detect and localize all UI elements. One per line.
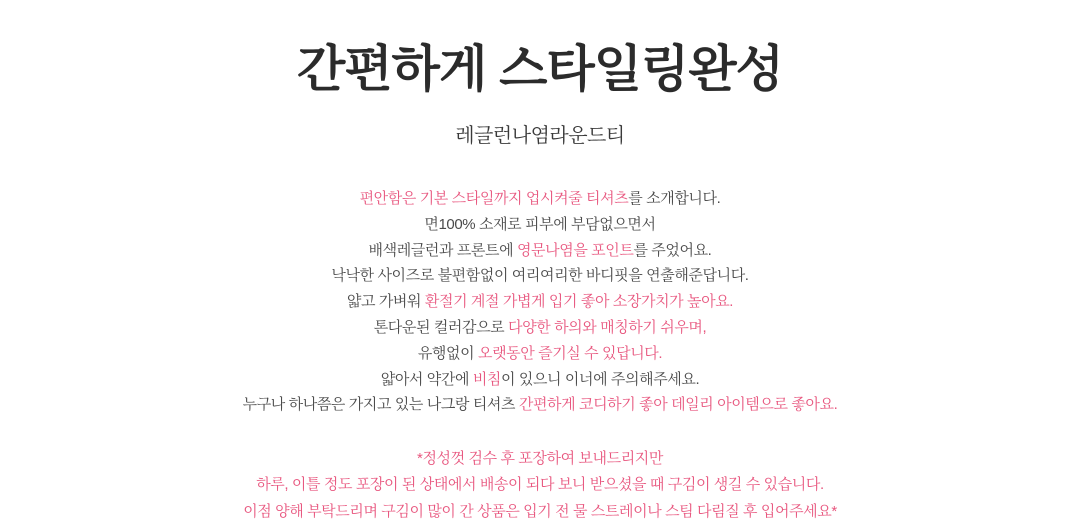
description-text: 이 있으니 이너에 주의해주세요. <box>501 370 700 388</box>
description-text: 면100% 소재로 피부에 부담없으면서 <box>424 215 656 233</box>
description-text: 배색레글런과 프론트에 <box>368 241 517 259</box>
description-highlight: 환절기 계절 가볍게 입기 좋아 소장가치가 높아요. <box>424 293 734 311</box>
description-line <box>243 341 838 367</box>
shipping-notice-line: 하루, 이틀 정도 포장이 된 상태에서 배송이 되다 보니 받으셨을 때 구김이 생길 수 있습니다. <box>256 476 824 494</box>
description-block <box>243 186 838 418</box>
description-line <box>243 392 838 418</box>
description-highlight: 다양한 하의와 매칭하기 쉬우며, <box>508 318 707 336</box>
description-highlight: 오랫동안 즐기실 수 있답니다. <box>477 344 663 362</box>
description-highlight: 비침 <box>472 370 501 388</box>
description-line <box>243 289 838 315</box>
description-text: 유행없이 <box>417 344 478 362</box>
description-text: 를 소개합니다. <box>628 190 721 207</box>
product-name-subtitle: 레글런나염라운드티 <box>455 125 625 147</box>
description-text: 톤다운된 컬러감으로 <box>373 318 509 336</box>
description-highlight: 영문나염을 포인트 <box>516 241 634 259</box>
description-line <box>243 263 838 289</box>
description-text: 를 주었어요. <box>633 241 712 259</box>
description-text: 누구나 하나쯤은 가지고 있는 나그랑 티셔츠 <box>242 396 519 414</box>
description-highlight: 간편하게 코디하기 좋아 데일리 아이템으로 좋아요. <box>518 396 838 414</box>
description-line <box>243 238 838 264</box>
description-line <box>243 367 838 393</box>
description-line <box>243 315 838 341</box>
page-title: 간편하게 스타일링완성 <box>297 41 783 97</box>
shipping-notice-line: 이점 양해 부탁드리며 구김이 많이 간 상품은 입기 전 물 스트레이나 스팀 다림질 후 입어주세요* <box>243 502 837 520</box>
description-line <box>243 186 838 212</box>
description-text: 낙낙한 사이즈로 불편함없이 여리여리한 바디핏을 연출해준답니다. <box>331 267 749 285</box>
description-text: 얇고 가벼워 <box>346 293 425 311</box>
description-text: 얇아서 약간에 <box>380 370 473 388</box>
shipping-notice-line: *정성껏 검수 후 포장하여 보내드리지만 <box>417 450 663 468</box>
description-line <box>243 212 838 238</box>
shipping-notice-block <box>243 446 837 525</box>
description-highlight: 편안함은 기본 스타일까지 업시켜줄 티셔츠 <box>359 190 629 207</box>
